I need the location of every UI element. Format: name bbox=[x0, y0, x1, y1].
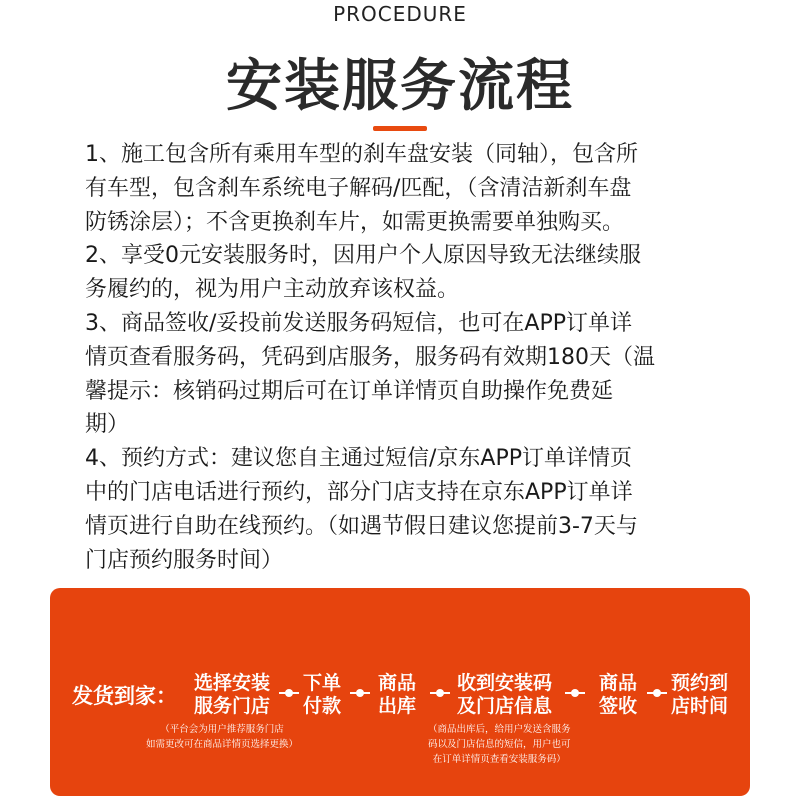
note-store-select bbox=[146, 722, 298, 752]
flow-step bbox=[671, 672, 728, 718]
note-line: （商品出库后，给用户发送含服务 bbox=[428, 724, 571, 735]
flow-step bbox=[378, 672, 416, 718]
step-line: 商品 bbox=[599, 672, 638, 694]
text-line: 防锈涂层）；不含更换刹车片，如需更换需要单独购买。 bbox=[85, 209, 625, 235]
flow-step bbox=[303, 672, 341, 718]
text-line: 有车型，包含刹车系统电子解码/匹配，（含清洁新刹车盘 bbox=[85, 175, 632, 201]
text-line: 4、预约方式：建议您自主通过短信/京东APP订单详情页 bbox=[85, 446, 632, 472]
step-line: 选择安装 bbox=[194, 672, 271, 694]
text-line: 情页查看服务码，凭码到店服务，服务码有效期180天（温 bbox=[85, 344, 655, 370]
page-title: 安装服务流程 bbox=[226, 54, 574, 119]
flow-connector-icon bbox=[430, 692, 450, 694]
note-line: （平台会为用户推荐服务门店 bbox=[160, 724, 284, 735]
note-line: 在订单详情页查看安装服务码） bbox=[432, 754, 566, 765]
step-line: 付款 bbox=[303, 695, 342, 717]
text-line: 期） bbox=[85, 412, 130, 438]
flow-connector-icon bbox=[647, 692, 667, 694]
note-install-code bbox=[428, 722, 571, 767]
step-line: 收到安装码 bbox=[457, 672, 553, 694]
step-line: 下单 bbox=[303, 672, 342, 694]
step-line: 出库 bbox=[378, 695, 417, 717]
procedure-text bbox=[85, 138, 745, 577]
note-line: 码以及门店信息的短信，用户也可 bbox=[428, 739, 571, 750]
step-line: 签收 bbox=[599, 695, 638, 717]
flow-step bbox=[194, 672, 270, 718]
flow-connector-icon bbox=[350, 692, 370, 694]
eyebrow-label: PROCEDURE bbox=[333, 2, 467, 26]
text-line: 务履约的，视为用户主动放弃该权益。 bbox=[85, 277, 460, 303]
step-line: 店时间 bbox=[671, 695, 729, 717]
title-underline bbox=[373, 126, 427, 131]
text-line: 2、享受0元安装服务时，因用户个人原因导致无法继续服 bbox=[85, 243, 641, 269]
step-line: 及门店信息 bbox=[457, 695, 553, 717]
text-line: 1、施工包含所有乘用车型的刹车盘安装（同轴），包含所 bbox=[85, 142, 638, 167]
text-line: 门店预约服务时间） bbox=[85, 547, 284, 573]
flow-lead: 发货到家： bbox=[72, 684, 177, 708]
flow-panel bbox=[50, 588, 750, 796]
note-line: 如需更改可在商品详情页选择更换） bbox=[146, 739, 299, 750]
step-line: 预约到 bbox=[671, 672, 729, 694]
text-line: 中的门店电话进行预约，部分门店支持在京东APP订单详 bbox=[85, 479, 633, 505]
flow-step bbox=[599, 672, 637, 718]
step-line: 服务门店 bbox=[194, 695, 271, 717]
flow-connector-icon bbox=[565, 692, 585, 694]
text-line: 馨提示：核销码过期后可在订单详情页自助操作免费延 bbox=[85, 378, 614, 404]
step-line: 商品 bbox=[378, 672, 417, 694]
text-line: 3、商品签收/妥投前发送服务码短信，也可在APP订单详 bbox=[85, 310, 632, 336]
flow-connector-icon bbox=[279, 692, 299, 694]
flow-step bbox=[457, 672, 552, 718]
text-line: 情页进行自助在线预约。（如遇节假日建议您提前3-7天与 bbox=[85, 513, 638, 539]
